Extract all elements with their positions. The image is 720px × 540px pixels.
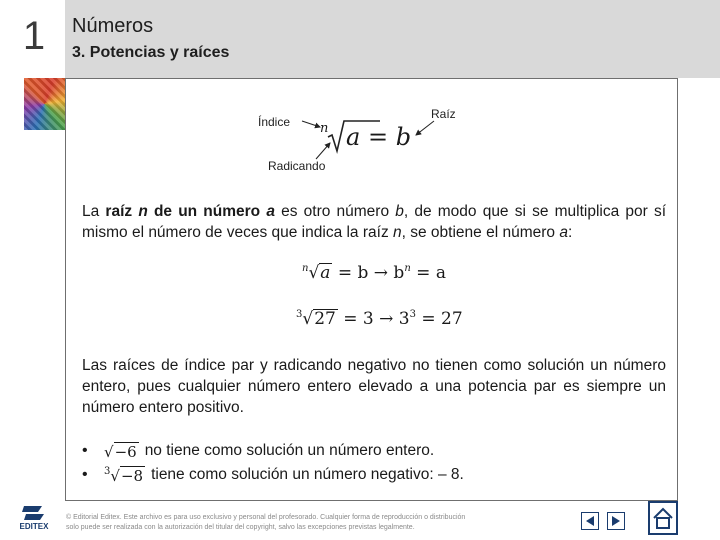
def-text: , de modo que si se multiplica por sí mismo el número de veces que indica la raíz: [82, 203, 667, 241]
bullet-math: √−6: [104, 442, 137, 461]
definition-paragraph: [82, 201, 666, 243]
formula1-rest: = b → b: [337, 263, 405, 283]
bullet-dot: •: [82, 442, 88, 459]
list-item: [82, 439, 662, 463]
formula1-index: n: [302, 263, 309, 274]
def-bold: de un número: [147, 203, 267, 220]
bullet-index: 3: [104, 465, 111, 477]
label-raiz: Raíz: [431, 107, 456, 121]
label-indice: Índice: [258, 115, 291, 129]
editex-logo-icon: [14, 502, 54, 524]
formula2-index: 3: [296, 309, 303, 320]
unit-cover-thumbnail: [24, 78, 65, 130]
header-band: [65, 0, 720, 78]
def-text: , se obtiene el número: [401, 224, 560, 241]
def-text: es otro número: [274, 203, 396, 220]
formula1-radicand: a: [320, 263, 331, 283]
formula1-tail: = a: [416, 263, 446, 283]
def-bold-italic-a: a: [266, 203, 275, 220]
copyright-line: solo puede ser realizada con la autorización del titular del copyright, salvo las excepciones previstas legalmente.: [66, 524, 415, 531]
bullet-list: [82, 439, 662, 487]
def-italic-n: n: [393, 224, 402, 241]
def-text: La: [82, 203, 106, 220]
bullet-dot: •: [82, 466, 88, 483]
unit-title: Números: [72, 15, 154, 37]
list-item: [82, 463, 662, 487]
unit-subtitle: 3. Potencias y raíces: [72, 44, 230, 61]
editex-logo: [14, 502, 54, 536]
arrow-left-icon: [582, 513, 598, 529]
copyright-line: © Editorial Editex. Este archivo es para uso exclusivo y personal del profesorado. Cualquier forma de reproducción o distribución: [66, 514, 466, 521]
bullet-text: no tiene como solución un número entero.: [144, 442, 435, 459]
def-italic-b: b: [395, 203, 404, 220]
formula1-exp: n: [404, 263, 411, 274]
header: [0, 0, 720, 78]
formula2-exp: 3: [409, 309, 416, 320]
formula-general: $^n√a = b \to b^n = a$: [302, 263, 446, 283]
bullet-radicand: −6: [114, 442, 137, 461]
copyright-notice: [66, 513, 506, 533]
even-index-paragraph: Las raíces de índice par y radicando negativo no tienen como solución un número entero, pues cualquier número entero elevado a una potencia par es siempre un número entero positivo.: [82, 357, 666, 416]
bullet-radicand: −8: [120, 466, 144, 485]
formula2-rest: = 3 → 3: [343, 309, 410, 329]
def-text: :: [567, 224, 573, 241]
diagram-index: n: [320, 121, 329, 136]
next-button[interactable]: [607, 512, 625, 530]
label-radicando: Radicando: [268, 159, 326, 173]
formula-example: $^3√27 = 3 \to 3^3 = 27$: [296, 309, 463, 329]
formula2-tail: = 27: [421, 309, 463, 329]
arrow-right-icon: [608, 513, 624, 529]
def-bold-italic-n: n: [138, 203, 148, 220]
def-italic-a: a: [559, 224, 568, 241]
def-bold: raíz: [105, 203, 139, 220]
bullet-math: $^3$√−8: [104, 465, 144, 485]
home-icon: [650, 503, 676, 533]
root-parts-diagram: [256, 99, 496, 179]
diagram-radicand: a: [346, 123, 361, 151]
content-panel: [65, 78, 678, 501]
unit-number: 1: [22, 14, 46, 58]
diagram-result: = b: [368, 123, 412, 151]
home-button[interactable]: [648, 501, 678, 535]
formula2-radicand: 27: [314, 309, 336, 329]
editex-logo-text: EDITEX: [19, 522, 49, 531]
previous-button[interactable]: [581, 512, 599, 530]
bullet-text: tiene como solución un número negativo: – 8.: [151, 466, 464, 483]
